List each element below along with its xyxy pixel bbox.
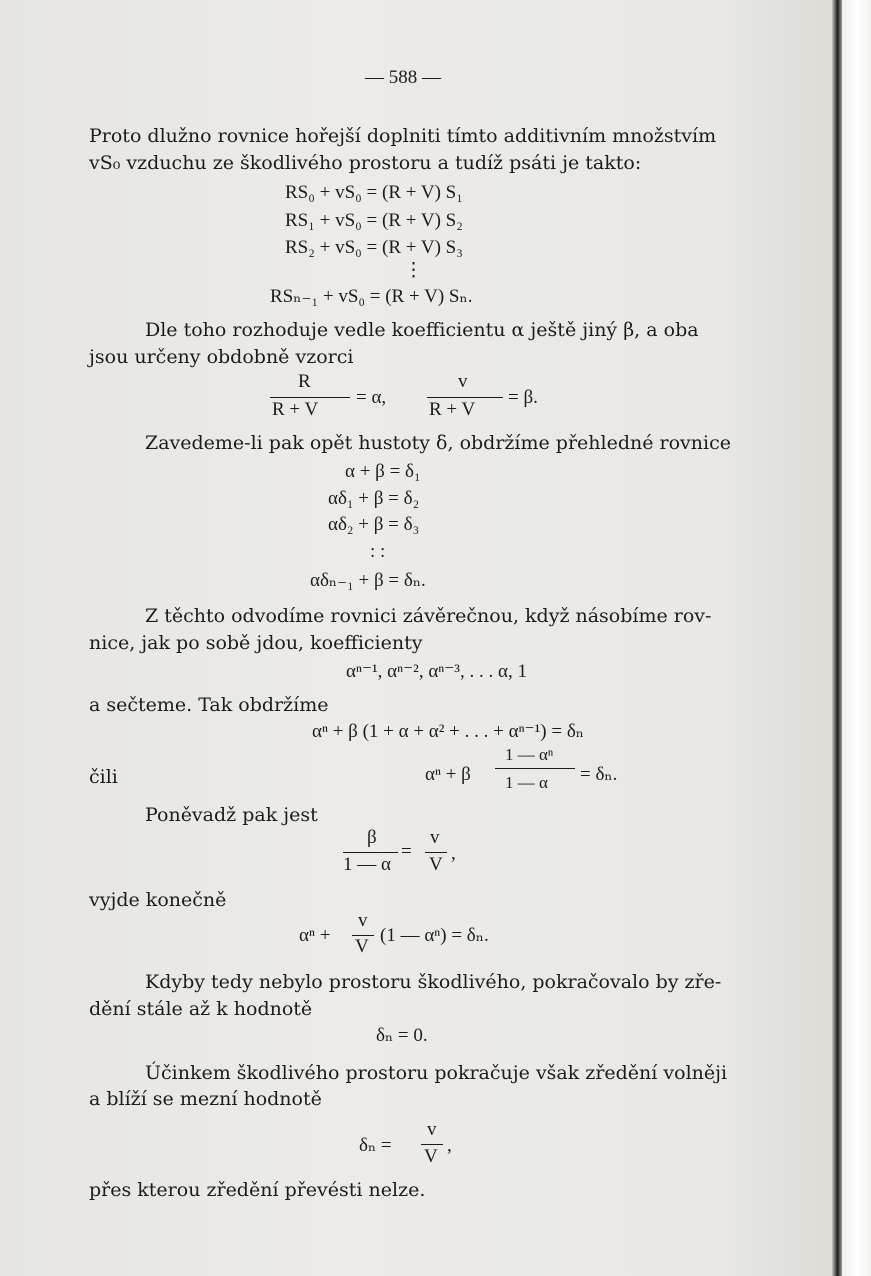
equation: αδ₁ + β = δ₂ — [328, 488, 420, 509]
text-line: a sečteme. Tak obdržíme — [89, 694, 329, 716]
equation-dots: ⋮ — [404, 260, 423, 281]
text-line: Proto dlužno rovnice hořejší doplniti tímto additivním množstvím — [89, 125, 717, 147]
text-line: Kdyby tedy nebylo prostoru škodlivého, pokračovalo by zře- — [145, 971, 722, 993]
fraction-result: = β. — [508, 387, 538, 408]
equation: αδ₂ + β = δ₃ — [328, 514, 420, 535]
page-number: — 588 — — [365, 67, 441, 88]
equation-part: αⁿ + β — [425, 764, 471, 785]
fraction-denominator: R + V — [429, 399, 476, 420]
equation: δₙ = 0. — [376, 1025, 428, 1046]
equation: RS₁ + vS₀ = (R + V) S₂ — [285, 210, 463, 231]
punctuation: , — [447, 1135, 452, 1156]
fraction-numerator: v — [358, 910, 368, 931]
equation: RS₀ + vS₀ = (R + V) S₁ — [285, 182, 463, 203]
fraction-result: = α, — [356, 387, 387, 408]
fraction-numerator: R — [298, 371, 311, 392]
text-label: čili — [89, 766, 118, 788]
equation-part: (1 — αⁿ) = δₙ. — [380, 925, 489, 946]
page-edge — [842, 0, 871, 1276]
fraction-denominator: V — [424, 1146, 438, 1167]
equals-sign: = — [401, 841, 412, 862]
text-line: jsou určeny obdobně vzorci — [89, 346, 354, 368]
fraction-bar — [495, 768, 575, 769]
fraction-numerator: v — [458, 371, 468, 392]
fraction-numerator: v — [427, 1119, 437, 1140]
equation-dots: : : — [370, 541, 386, 562]
fraction-denominator: 1 — α — [505, 773, 548, 792]
fraction-denominator: V — [429, 854, 443, 875]
fraction-denominator: V — [355, 936, 369, 957]
text-line: vS₀ vzduchu ze škodlivého prostoru a tudíž psáti je takto: — [89, 152, 642, 174]
text-line: nice, jak po sobě jdou, koefficienty — [89, 632, 423, 654]
text-line: vyjde konečně — [89, 889, 227, 911]
equation-part: αⁿ + — [299, 925, 331, 946]
equation: αⁿ + β (1 + α + α² + . . . + αⁿ⁻¹) = δₙ — [312, 721, 584, 742]
fraction-numerator: β — [367, 827, 377, 848]
punctuation: , — [451, 843, 456, 864]
equation: RS₂ + vS₀ = (R + V) S₃ — [285, 237, 463, 258]
text-line: dění stále až k hodnotě — [89, 998, 313, 1020]
fraction-numerator: 1 — αⁿ — [505, 745, 554, 764]
equation: αⁿ⁻¹, αⁿ⁻², αⁿ⁻³, . . . α, 1 — [346, 661, 527, 682]
equation: RSₙ₋₁ + vS₀ = (R + V) Sₙ. — [270, 286, 473, 307]
fraction-denominator: R + V — [272, 399, 319, 420]
text-line: a blíží se mezní hodnotě — [89, 1088, 322, 1110]
fraction-result: = δₙ. — [580, 764, 618, 785]
text-line: přes kterou zředění převésti nelze. — [89, 1179, 426, 1201]
equation-part: δₙ = — [359, 1135, 392, 1156]
equation: αδₙ₋₁ + β = δₙ. — [310, 570, 426, 591]
equation: α + β = δ₁ — [345, 461, 421, 482]
text-line: Zavedeme-li pak opět hustoty δ, obdržíme přehledné rovnice — [145, 432, 731, 454]
text-line: Poněvadž pak jest — [145, 804, 318, 826]
text-line: Účinkem škodlivého prostoru pokračuje však zředění volněji — [145, 1062, 728, 1084]
fraction-numerator: v — [430, 827, 440, 848]
text-line: Dle toho rozhoduje vedle koefficientu α ještě jiný β, a oba — [145, 319, 699, 341]
fraction-denominator: 1 — α — [343, 854, 391, 875]
book-binding — [832, 0, 842, 1276]
text-line: Z těchto odvodíme rovnici závěrečnou, když násobíme rov- — [145, 605, 712, 627]
